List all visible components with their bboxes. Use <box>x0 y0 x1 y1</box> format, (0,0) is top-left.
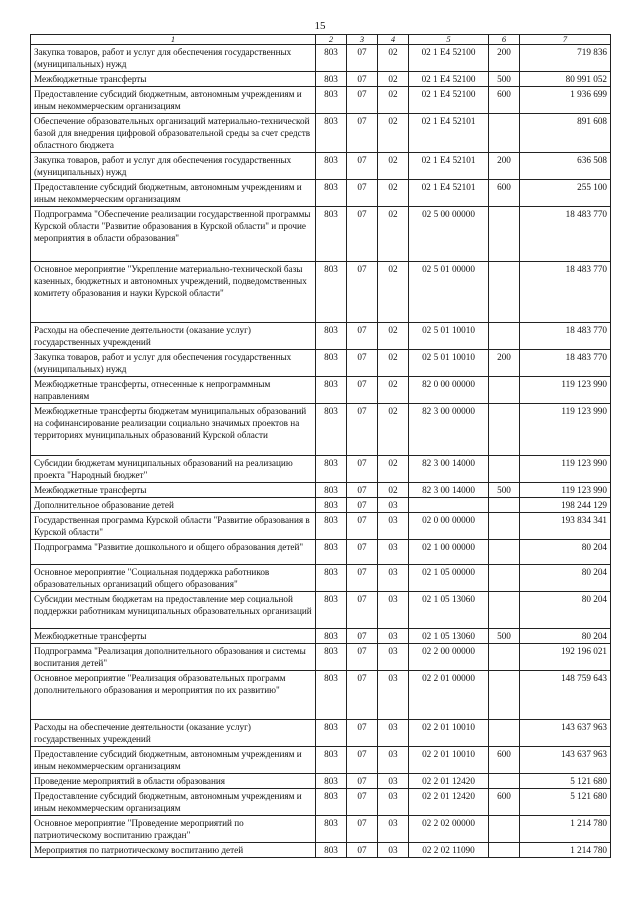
expense-type-code: 500 <box>489 72 520 87</box>
target-article-code: 02 1 E4 52101 <box>409 114 489 153</box>
table-row <box>31 513 611 540</box>
expense-type-code <box>489 671 520 720</box>
section-code: 07 <box>347 483 378 498</box>
item-name: Межбюджетные трансферты, отнесенные к непрограммным направлениям <box>31 377 316 404</box>
section-code: 07 <box>347 72 378 87</box>
ministry-code: 803 <box>316 180 347 207</box>
subsection-code: 03 <box>378 513 409 540</box>
table-row <box>31 180 611 207</box>
expense-type-code <box>489 816 520 843</box>
target-article-code: 02 1 E4 52100 <box>409 87 489 114</box>
subsection-code: 03 <box>378 671 409 720</box>
section-code: 07 <box>347 592 378 629</box>
target-article-code: 02 1 00 00000 <box>409 540 489 565</box>
amount: 80 991 052 <box>520 72 611 87</box>
target-article-code: 02 2 02 11090 <box>409 843 489 858</box>
ministry-code: 803 <box>316 592 347 629</box>
column-number: 7 <box>520 35 611 45</box>
table-row <box>31 323 611 350</box>
ministry-code: 803 <box>316 45 347 72</box>
item-name: Субсидии бюджетам муниципальных образований на реализацию проекта "Народный бюджет" <box>31 456 316 483</box>
target-article-code: 02 1 E4 52100 <box>409 45 489 72</box>
table-row <box>31 207 611 262</box>
expense-type-code <box>489 323 520 350</box>
item-name: Основное мероприятие "Социальная поддержка работников образовательных организаций общего образования" <box>31 565 316 592</box>
amount: 143 637 963 <box>520 747 611 774</box>
column-number: 2 <box>316 35 347 45</box>
expense-type-code: 200 <box>489 153 520 180</box>
table-row <box>31 747 611 774</box>
subsection-code: 03 <box>378 540 409 565</box>
table-row <box>31 498 611 513</box>
subsection-code: 02 <box>378 404 409 456</box>
item-name: Закупка товаров, работ и услуг для обеспечения государственных (муниципальных) нужд <box>31 45 316 72</box>
target-article-code: 82 3 00 00000 <box>409 404 489 456</box>
section-code: 07 <box>347 180 378 207</box>
expense-type-code: 200 <box>489 350 520 377</box>
item-name: Закупка товаров, работ и услуг для обеспечения государственных (муниципальных) нужд <box>31 350 316 377</box>
subsection-code: 02 <box>378 87 409 114</box>
section-code: 07 <box>347 774 378 789</box>
subsection-code: 02 <box>378 483 409 498</box>
amount: 80 204 <box>520 540 611 565</box>
target-article-code: 02 1 E4 52101 <box>409 180 489 207</box>
amount: 119 123 990 <box>520 404 611 456</box>
ministry-code: 803 <box>316 404 347 456</box>
column-number: 1 <box>31 35 316 45</box>
ministry-code: 803 <box>316 629 347 644</box>
item-name: Подпрограмма "Обеспечение реализации государственной программы Курской области "Развитие образования в Курской области" и прочие мероприятия в области образования" <box>31 207 316 262</box>
ministry-code: 803 <box>316 323 347 350</box>
amount: 193 834 341 <box>520 513 611 540</box>
expense-type-code: 600 <box>489 87 520 114</box>
expense-type-code <box>489 513 520 540</box>
section-code: 07 <box>347 207 378 262</box>
subsection-code: 02 <box>378 114 409 153</box>
expense-type-code <box>489 207 520 262</box>
target-article-code: 02 5 01 00000 <box>409 262 489 323</box>
target-article-code: 02 1 E4 52101 <box>409 153 489 180</box>
expense-type-code <box>489 843 520 858</box>
section-code: 07 <box>347 377 378 404</box>
table-row <box>31 483 611 498</box>
table-row <box>31 565 611 592</box>
target-article-code: 82 3 00 14000 <box>409 456 489 483</box>
target-article-code: 02 2 02 00000 <box>409 816 489 843</box>
target-article-code: 02 1 05 13060 <box>409 592 489 629</box>
target-article-code: 02 5 01 10010 <box>409 323 489 350</box>
subsection-code: 03 <box>378 747 409 774</box>
section-code: 07 <box>347 540 378 565</box>
section-code: 07 <box>347 565 378 592</box>
section-code: 07 <box>347 498 378 513</box>
ministry-code: 803 <box>316 747 347 774</box>
amount: 143 637 963 <box>520 720 611 747</box>
table-row <box>31 774 611 789</box>
section-code: 07 <box>347 262 378 323</box>
item-name: Межбюджетные трансферты <box>31 629 316 644</box>
table-row <box>31 789 611 816</box>
amount: 1 214 780 <box>520 816 611 843</box>
ministry-code: 803 <box>316 720 347 747</box>
section-code: 07 <box>347 404 378 456</box>
table-row <box>31 350 611 377</box>
subsection-code: 03 <box>378 720 409 747</box>
target-article-code: 02 2 01 00000 <box>409 671 489 720</box>
amount: 255 100 <box>520 180 611 207</box>
table-row <box>31 592 611 629</box>
ministry-code: 803 <box>316 816 347 843</box>
table-row <box>31 404 611 456</box>
item-name: Расходы на обеспечение деятельности (оказание услуг) государственных учреждений <box>31 323 316 350</box>
item-name: Расходы на обеспечение деятельности (оказание услуг) государственных учреждений <box>31 720 316 747</box>
subsection-code: 02 <box>378 207 409 262</box>
subsection-code: 02 <box>378 153 409 180</box>
subsection-code: 02 <box>378 377 409 404</box>
amount: 5 121 680 <box>520 774 611 789</box>
item-name: Межбюджетные трансферты <box>31 72 316 87</box>
ministry-code: 803 <box>316 774 347 789</box>
expense-type-code <box>489 114 520 153</box>
amount: 18 483 770 <box>520 323 611 350</box>
subsection-code: 03 <box>378 629 409 644</box>
target-article-code: 82 3 00 14000 <box>409 483 489 498</box>
ministry-code: 803 <box>316 87 347 114</box>
amount: 636 508 <box>520 153 611 180</box>
ministry-code: 803 <box>316 207 347 262</box>
section-code: 07 <box>347 153 378 180</box>
column-number-row <box>31 35 611 45</box>
subsection-code: 02 <box>378 180 409 207</box>
subsection-code: 02 <box>378 262 409 323</box>
amount: 192 196 021 <box>520 644 611 671</box>
item-name: Проведение мероприятий в области образования <box>31 774 316 789</box>
item-name: Основное мероприятие "Укрепление материально-технической базы казенных, бюджетных и автономных учреждений, подведомственных комитету образования и науки Курской области" <box>31 262 316 323</box>
section-code: 07 <box>347 629 378 644</box>
subsection-code: 03 <box>378 789 409 816</box>
subsection-code: 03 <box>378 592 409 629</box>
ministry-code: 803 <box>316 671 347 720</box>
item-name: Подпрограмма "Реализация дополнительного образования и системы воспитания детей" <box>31 644 316 671</box>
amount: 198 244 129 <box>520 498 611 513</box>
amount: 18 483 770 <box>520 350 611 377</box>
expense-type-code <box>489 456 520 483</box>
ministry-code: 803 <box>316 153 347 180</box>
expense-type-code <box>489 404 520 456</box>
subsection-code: 02 <box>378 72 409 87</box>
section-code: 07 <box>347 843 378 858</box>
item-name: Закупка товаров, работ и услуг для обеспечения государственных (муниципальных) нужд <box>31 153 316 180</box>
section-code: 07 <box>347 114 378 153</box>
section-code: 07 <box>347 350 378 377</box>
expense-type-code: 600 <box>489 180 520 207</box>
item-name: Дополнительное образование детей <box>31 498 316 513</box>
amount: 719 836 <box>520 45 611 72</box>
amount: 119 123 990 <box>520 377 611 404</box>
ministry-code: 803 <box>316 789 347 816</box>
expense-type-code <box>489 377 520 404</box>
column-number: 6 <box>489 35 520 45</box>
page-number: 15 <box>314 20 326 32</box>
subsection-code: 02 <box>378 456 409 483</box>
section-code: 07 <box>347 644 378 671</box>
expense-type-code: 500 <box>489 483 520 498</box>
item-name: Предоставление субсидий бюджетным, автономным учреждениям и иным некоммерческим организациям <box>31 747 316 774</box>
subsection-code: 03 <box>378 843 409 858</box>
expense-type-code <box>489 592 520 629</box>
expense-type-code <box>489 644 520 671</box>
table-row <box>31 45 611 72</box>
section-code: 07 <box>347 513 378 540</box>
expense-type-code: 200 <box>489 45 520 72</box>
target-article-code: 02 1 E4 52100 <box>409 72 489 87</box>
item-name: Мероприятия по патриотическому воспитанию детей <box>31 843 316 858</box>
expense-type-code: 600 <box>489 789 520 816</box>
expense-type-code: 500 <box>489 629 520 644</box>
ministry-code: 803 <box>316 262 347 323</box>
target-article-code <box>409 498 489 513</box>
item-name: Предоставление субсидий бюджетным, автономным учреждениям и иным некоммерческим организациям <box>31 180 316 207</box>
target-article-code: 82 0 00 00000 <box>409 377 489 404</box>
subsection-code: 03 <box>378 498 409 513</box>
ministry-code: 803 <box>316 456 347 483</box>
amount: 891 608 <box>520 114 611 153</box>
expense-type-code <box>489 565 520 592</box>
amount: 80 204 <box>520 565 611 592</box>
ministry-code: 803 <box>316 350 347 377</box>
amount: 1 936 699 <box>520 87 611 114</box>
expense-type-code <box>489 498 520 513</box>
table-row <box>31 72 611 87</box>
section-code: 07 <box>347 747 378 774</box>
subsection-code: 03 <box>378 644 409 671</box>
item-name: Государственная программа Курской области "Развитие образования в Курской области" <box>31 513 316 540</box>
target-article-code: 02 2 01 12420 <box>409 774 489 789</box>
column-number: 3 <box>347 35 378 45</box>
subsection-code: 03 <box>378 816 409 843</box>
item-name: Основное мероприятие "Реализация образовательных программ дополнительного образования и мероприятия по их развитию" <box>31 671 316 720</box>
item-name: Субсидии местным бюджетам на предоставление мер социальной поддержки работникам муниципальных образовательных организаций <box>31 592 316 629</box>
table-row <box>31 114 611 153</box>
ministry-code: 803 <box>316 513 347 540</box>
item-name: Обеспечение образовательных организаций материально-технической базой для внедрения цифровой образовательной среды за счет средств областного бюджета <box>31 114 316 153</box>
target-article-code: 02 5 00 00000 <box>409 207 489 262</box>
column-number: 4 <box>378 35 409 45</box>
amount: 80 204 <box>520 592 611 629</box>
subsection-code: 02 <box>378 323 409 350</box>
section-code: 07 <box>347 816 378 843</box>
amount: 18 483 770 <box>520 262 611 323</box>
target-article-code: 02 5 01 10010 <box>409 350 489 377</box>
ministry-code: 803 <box>316 644 347 671</box>
table-row <box>31 671 611 720</box>
item-name: Предоставление субсидий бюджетным, автономным учреждениям и иным некоммерческим организациям <box>31 789 316 816</box>
ministry-code: 803 <box>316 565 347 592</box>
budget-table <box>30 34 611 858</box>
section-code: 07 <box>347 323 378 350</box>
table-row <box>31 262 611 323</box>
target-article-code: 02 1 05 00000 <box>409 565 489 592</box>
table-row <box>31 720 611 747</box>
table-row <box>31 843 611 858</box>
target-article-code: 02 2 01 12420 <box>409 789 489 816</box>
amount: 80 204 <box>520 629 611 644</box>
item-name: Подпрограмма "Развитие дошкольного и общего образования детей" <box>31 540 316 565</box>
section-code: 07 <box>347 789 378 816</box>
ministry-code: 803 <box>316 114 347 153</box>
amount: 1 214 780 <box>520 843 611 858</box>
expense-type-code: 600 <box>489 747 520 774</box>
item-name: Предоставление субсидий бюджетным, автономным учреждениям и иным некоммерческим организациям <box>31 87 316 114</box>
expense-type-code <box>489 774 520 789</box>
ministry-code: 803 <box>316 483 347 498</box>
expense-type-code <box>489 540 520 565</box>
ministry-code: 803 <box>316 377 347 404</box>
target-article-code: 02 1 05 13060 <box>409 629 489 644</box>
section-code: 07 <box>347 671 378 720</box>
table-row <box>31 629 611 644</box>
expense-type-code <box>489 720 520 747</box>
table-row <box>31 153 611 180</box>
table-row <box>31 456 611 483</box>
amount: 119 123 990 <box>520 483 611 498</box>
expense-type-code <box>489 262 520 323</box>
column-number: 5 <box>409 35 489 45</box>
section-code: 07 <box>347 456 378 483</box>
section-code: 07 <box>347 720 378 747</box>
target-article-code: 02 0 00 00000 <box>409 513 489 540</box>
table-row <box>31 644 611 671</box>
ministry-code: 803 <box>316 72 347 87</box>
subsection-code: 02 <box>378 45 409 72</box>
ministry-code: 803 <box>316 498 347 513</box>
target-article-code: 02 2 01 10010 <box>409 720 489 747</box>
subsection-code: 02 <box>378 350 409 377</box>
table-row <box>31 377 611 404</box>
amount: 119 123 990 <box>520 456 611 483</box>
section-code: 07 <box>347 87 378 114</box>
item-name: Межбюджетные трансферты бюджетам муниципальных образований на софинансирование реализации социально значимых проектов на территориях муниципальных образований Курской области <box>31 404 316 456</box>
item-name: Межбюджетные трансферты <box>31 483 316 498</box>
subsection-code: 03 <box>378 565 409 592</box>
table-row <box>31 816 611 843</box>
ministry-code: 803 <box>316 540 347 565</box>
amount: 5 121 680 <box>520 789 611 816</box>
item-name: Основное мероприятие "Проведение мероприятий по патриотическому воспитанию граждан" <box>31 816 316 843</box>
section-code: 07 <box>347 45 378 72</box>
subsection-code: 03 <box>378 774 409 789</box>
amount: 148 759 643 <box>520 671 611 720</box>
target-article-code: 02 2 00 00000 <box>409 644 489 671</box>
target-article-code: 02 2 01 10010 <box>409 747 489 774</box>
table-row <box>31 540 611 565</box>
ministry-code: 803 <box>316 843 347 858</box>
amount: 18 483 770 <box>520 207 611 262</box>
table-row <box>31 87 611 114</box>
